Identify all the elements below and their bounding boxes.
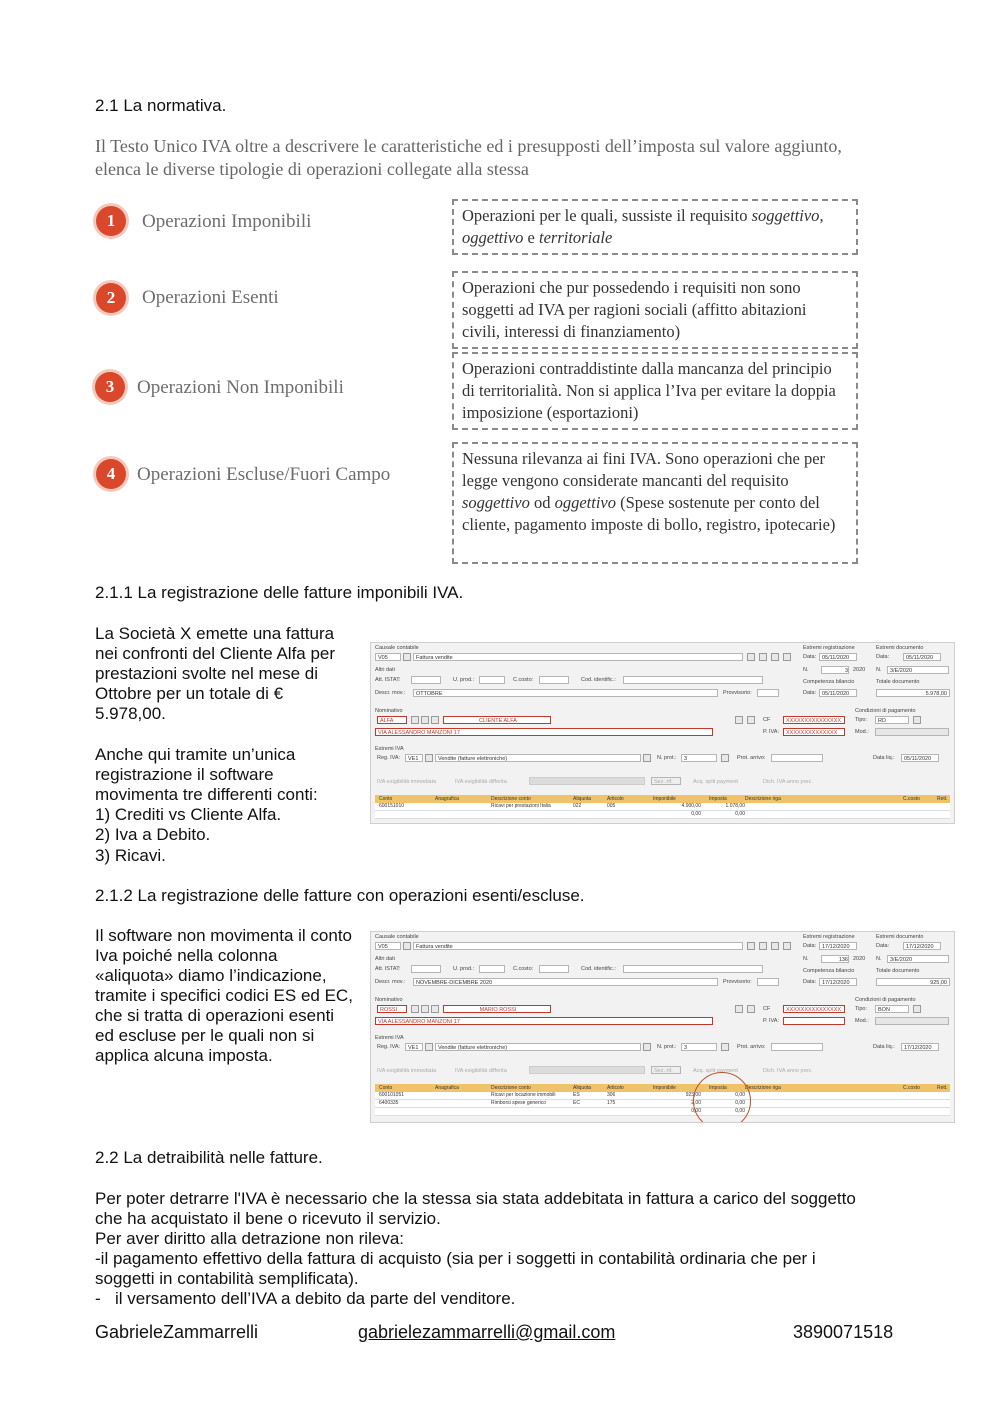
- c-costo-label: C.costo:: [513, 966, 534, 972]
- comp-date-field[interactable]: 05/11/2020: [819, 689, 857, 697]
- grid-header-cell: Aliquota: [573, 796, 592, 802]
- grid-header-cell: Imposta: [709, 1085, 727, 1091]
- cf-label: CF: [763, 1006, 771, 1012]
- c-costo-field[interactable]: [539, 965, 569, 973]
- desc-text: ,: [819, 206, 824, 225]
- reg-iva-label: Reg. IVA:: [377, 755, 401, 761]
- info-button[interactable]: [783, 942, 791, 950]
- grid-header-cell: Conto: [379, 1085, 393, 1091]
- grid-header-cell: Descrizione riga: [745, 796, 781, 802]
- cf-field[interactable]: XXXXXXXXXXXXXXX: [783, 716, 845, 724]
- data-liq-label: Data liq.:: [873, 1044, 895, 1050]
- desc-italic: soggettivo: [462, 493, 530, 512]
- option-radio[interactable]: IVA esigibilità differita: [455, 779, 507, 785]
- prot-arrivo-label: Prot. arrivo:: [737, 755, 766, 761]
- grid-header-cell: Descrizione conto: [491, 796, 531, 802]
- section-heading: 2.1.1 La registrazione delle fatture imponibili IVA.: [95, 583, 464, 602]
- prot-arrivo-label: Prot. arrivo:: [737, 1044, 766, 1050]
- cod-ident-label: Cod. identific.:: [581, 966, 616, 972]
- reg-iva-label: Reg. IVA:: [377, 1044, 401, 1050]
- software-screenshot: [370, 931, 955, 1123]
- reg-number-field[interactable]: 3: [821, 666, 849, 674]
- totale-doc-label: Totale documento: [876, 679, 920, 685]
- section-heading: 2.1.2 La registrazione delle fatture con operazioni esenti/escluse.: [95, 886, 585, 905]
- estremi-reg-label: Estremi registrazione: [803, 934, 855, 940]
- desc-italic: oggettivo: [554, 493, 616, 512]
- option-radio[interactable]: IVA esigibilità immediata: [377, 779, 437, 785]
- competenza-label: Competenza bilancio: [803, 968, 855, 974]
- competenza-label: Competenza bilancio: [803, 679, 855, 685]
- desc-text: (Spese sostenute per conto del cliente, pagamento imposte di bollo, registro, ipotecarie): [462, 493, 836, 534]
- cell-imposta: 1.078,00: [725, 803, 745, 809]
- lookup-button[interactable]: [913, 716, 921, 724]
- descr-mov-field[interactable]: NOVEMBRE-DICEMBRE 2020: [413, 978, 718, 986]
- estremi-reg-label: Estremi registrazione: [803, 645, 855, 651]
- estremi-iva-label: Estremi IVA: [375, 1035, 404, 1041]
- grid-header: [375, 1084, 950, 1092]
- grid-header-cell: Descrizione riga: [745, 1085, 781, 1091]
- comp-date-field[interactable]: 17/12/2020: [819, 978, 857, 986]
- cell-descrizione: Rimborsi spese generico: [491, 1100, 547, 1106]
- cell-imposta: 0,00: [735, 1100, 745, 1106]
- list-item: 3) Ricavi.: [95, 846, 166, 865]
- piva-field[interactable]: [783, 1017, 845, 1025]
- doc-number-field[interactable]: 3/E/2020: [887, 666, 949, 674]
- option-checkbox[interactable]: Dich. IVA anno prec.: [763, 1068, 813, 1074]
- causale-code-field[interactable]: V05: [375, 942, 401, 950]
- totale-doc-field[interactable]: 925,00: [876, 978, 950, 986]
- causale-label: Causale contabile: [375, 934, 419, 940]
- number-badge: 2: [96, 283, 126, 313]
- cell-conto: 600151010: [379, 803, 405, 809]
- u-prod-label: U. prod.:: [453, 677, 475, 683]
- table-row[interactable]: [375, 1100, 950, 1108]
- cell-imponibile: 4.900,00: [681, 803, 701, 809]
- section-heading: 2.1 La normativa.: [95, 96, 227, 115]
- highlight-circle: [693, 1072, 751, 1123]
- data-liq-label: Data liq.:: [873, 755, 895, 761]
- data-label: Data:: [876, 654, 890, 660]
- n-label: N.: [876, 956, 882, 962]
- cf-field[interactable]: XXXXXXXXXXXXXXX: [783, 1005, 845, 1013]
- causale-desc-field[interactable]: Fattura vendite: [413, 942, 743, 950]
- nominativo-label: Nominativo: [375, 997, 403, 1003]
- grid-header-cell: Articolo: [607, 796, 624, 802]
- table-row[interactable]: [375, 1108, 950, 1116]
- disabled-field: [529, 1066, 645, 1074]
- desc-text: od: [529, 493, 555, 512]
- lookup-button[interactable]: [425, 1043, 433, 1051]
- lookup-button[interactable]: [421, 1005, 429, 1013]
- cell-articolo: 175: [607, 1100, 616, 1106]
- reg-iva-desc-field[interactable]: Vendite (fatture elettroniche): [435, 754, 641, 762]
- causale-desc-field[interactable]: Fattura vendite: [413, 653, 743, 661]
- nav-button[interactable]: [747, 942, 755, 950]
- att-istat-label: Att. ISTAT:: [375, 677, 401, 683]
- mod-select[interactable]: [875, 728, 949, 736]
- descr-mov-field[interactable]: OTTOBRE: [413, 689, 718, 697]
- address-field[interactable]: VIA ALESSANDRO MANZONI 17: [375, 728, 713, 736]
- doc-date-field[interactable]: 17/12/2020: [903, 942, 941, 950]
- edit-button[interactable]: [759, 653, 767, 661]
- grid-header-cell: Imposta: [709, 796, 727, 802]
- paragraph: Il software non movimenta il conto Iva poiché nella colonna «aliquota» diamo l’indicazione, tramite i specifici codici ES ed EC, che si tratta di operazioni esenti ed escluse per le quali non si applica alcuna imposta.: [95, 926, 353, 1065]
- search-button[interactable]: [747, 716, 755, 724]
- nprot-field[interactable]: 3: [681, 754, 717, 762]
- grid-header-cell: Conto: [379, 796, 393, 802]
- section-heading: 2.2 La detraibilità nelle fatture.: [95, 1148, 323, 1167]
- lock-button[interactable]: [721, 1043, 729, 1051]
- nominativo-label: Nominativo: [375, 708, 403, 714]
- paragraph: La Società X emette una fattura nei confronti del Cliente Alfa per prestazioni svolte nel mese di Ottobre per un totale di € 5.978,00.: [95, 624, 336, 723]
- grid-header-cell: Descrizione conto: [491, 1085, 531, 1091]
- software-screenshot: [370, 642, 955, 824]
- totale-doc-label: Totale documento: [876, 968, 920, 974]
- table-row[interactable]: [375, 803, 950, 811]
- cell-descrizione: Ricavi per prestazioni Italia: [491, 803, 551, 809]
- tipo-field[interactable]: BON: [875, 1005, 909, 1013]
- operation-description: [452, 199, 858, 255]
- footer-phone: 3890071518: [793, 1322, 894, 1342]
- u-prod-label: U. prod.:: [453, 966, 475, 972]
- operation-description: [452, 442, 858, 564]
- folder-button[interactable]: [735, 1005, 743, 1013]
- operation-label: Operazioni Escluse/Fuori Campo: [137, 464, 391, 485]
- nav-button[interactable]: [643, 1043, 651, 1051]
- footer-email-link[interactable]: gabrielezammarrelli@gmail.com: [358, 1322, 616, 1342]
- reg-iva-desc-field[interactable]: Vendite (fatture elettroniche): [435, 1043, 641, 1051]
- disabled-field: [529, 777, 645, 785]
- cod-ident-label: Cod. identific.:: [581, 677, 616, 683]
- desc-text: Operazioni per le quali, sussiste il requisito: [462, 206, 752, 225]
- reg-year: 2020: [853, 956, 866, 962]
- reg-date-field[interactable]: 05/11/2020: [819, 653, 857, 661]
- mod-select[interactable]: [875, 1017, 949, 1025]
- option-radio[interactable]: IVA esigibilità differita: [455, 1068, 507, 1074]
- list-item: 1) Crediti vs Cliente Alfa.: [95, 805, 282, 824]
- cell-imponibile: 0,00: [691, 1108, 701, 1114]
- info-button[interactable]: [783, 653, 791, 661]
- cf-label: CF: [763, 717, 771, 723]
- option-checkbox[interactable]: Dich. IVA anno prec.: [763, 779, 813, 785]
- doc-number-field[interactable]: 3/E/2020: [887, 955, 949, 963]
- provvisorio-label: Provvisorio:: [723, 690, 752, 696]
- u-prod-field[interactable]: [479, 676, 505, 684]
- grid-header-cell: Aliquota: [573, 1085, 592, 1091]
- attach-button[interactable]: [771, 653, 779, 661]
- operation-label: Operazioni Imponibili: [142, 211, 312, 232]
- grid-header: [375, 795, 950, 803]
- operation-description: Operazioni contraddistinte dalla mancanza del principio di territorialità. Non si applica l’Iva per evitare la doppia imposizione (esportazioni): [452, 352, 858, 430]
- cell-conto: 600101051: [379, 1092, 405, 1098]
- lookup-button[interactable]: [913, 1005, 921, 1013]
- lookup-button[interactable]: [411, 1005, 419, 1013]
- paragraph: Per aver diritto alla detrazione non rileva:: [95, 1229, 404, 1248]
- option-checkbox[interactable]: Acq. split payment: [693, 1068, 738, 1074]
- estremi-doc-label: Estremi documento: [876, 934, 924, 940]
- grid-header-cell: Anagrafica: [435, 796, 459, 802]
- att-istat-label: Att. ISTAT:: [375, 966, 401, 972]
- grid-header-cell: Rett.: [937, 1085, 948, 1091]
- desc-italic: territoriale: [538, 228, 613, 247]
- tipo-field[interactable]: RD: [875, 716, 909, 724]
- paragraph: -il pagamento effettivo della fattura di acquisto (sia per i soggetti in contabilità ordinaria che per i soggetti in contabilità semplificata).: [95, 1249, 816, 1288]
- tipo-label: Tipo:: [855, 717, 868, 723]
- table-row[interactable]: [375, 811, 950, 819]
- cell-imposta: 0,00: [735, 1108, 745, 1114]
- dash-bullet: -: [95, 1289, 101, 1308]
- lookup-button[interactable]: [421, 716, 429, 724]
- number-badge: 3: [95, 372, 125, 402]
- c-costo-field[interactable]: [539, 676, 569, 684]
- cell-aliquota: EC: [573, 1100, 580, 1106]
- intro-paragraph: Il Testo Unico IVA oltre a descrivere le caratteristiche ed i presupposti dell’imposta sul valore aggiunto, elenca le diverse tipologie di operazioni collegate alla stessa: [95, 136, 842, 179]
- cell-imponibile: 0,00: [691, 811, 701, 817]
- mod-label: Mod.:: [855, 729, 869, 735]
- estremi-iva-label: Estremi IVA: [375, 746, 404, 752]
- data-liq-field[interactable]: 05/11/2020: [901, 754, 939, 762]
- data-label: Data:: [876, 943, 890, 949]
- option-radio[interactable]: IVA esigibilità immediata: [377, 1068, 437, 1074]
- nav-button[interactable]: [643, 754, 651, 762]
- search-button[interactable]: [747, 1005, 755, 1013]
- estremi-doc-label: Estremi documento: [876, 645, 924, 651]
- cell-conto: 6400335: [379, 1100, 399, 1106]
- causale-label: Causale contabile: [375, 645, 419, 651]
- data-label: Data:: [803, 979, 817, 985]
- customer-name-field[interactable]: CLIENTE ALFA: [443, 716, 551, 724]
- grid-header-cell: Imponibile: [653, 1085, 676, 1091]
- grid-header-cell: Articolo: [607, 1085, 624, 1091]
- folder-button[interactable]: [735, 716, 743, 724]
- data-label: Data:: [803, 943, 817, 949]
- grid-header-cell: Rett.: [937, 796, 948, 802]
- provvisorio-label: Provvisorio:: [723, 979, 752, 985]
- nprot-label: N. prot.:: [657, 1044, 677, 1050]
- paragraph: il versamento dell’IVA a debito da parte del venditore.: [115, 1289, 516, 1308]
- grid-header-cell: Anagrafica: [435, 1085, 459, 1091]
- number-badge: 1: [96, 206, 126, 236]
- lookup-button[interactable]: [425, 754, 433, 762]
- nprot-field[interactable]: 3: [681, 1043, 717, 1051]
- piva-label: P. IVA:: [763, 1018, 780, 1024]
- lookup-button[interactable]: [403, 942, 411, 950]
- n-label: N.: [876, 667, 882, 673]
- n-label: N.: [803, 667, 809, 673]
- provvisorio-field[interactable]: [757, 689, 779, 697]
- edit-button[interactable]: [759, 942, 767, 950]
- data-label: Data:: [803, 654, 817, 660]
- prot-arrivo-field[interactable]: [771, 754, 823, 762]
- piva-field[interactable]: XXXXXXXXXXXXXX: [783, 728, 845, 736]
- desc-italic: soggettivo: [751, 206, 820, 225]
- customer-code-field[interactable]: ALFA: [377, 716, 407, 724]
- data-liq-field[interactable]: 17/12/2020: [901, 1043, 939, 1051]
- reg-iva-code-field[interactable]: VE1: [405, 754, 423, 762]
- list-item: 2) Iva a Debito.: [95, 825, 211, 844]
- cod-ident-field[interactable]: [623, 676, 763, 684]
- attach-button[interactable]: [771, 942, 779, 950]
- tipo-label: Tipo:: [855, 1006, 868, 1012]
- cell-articolo: 005: [607, 803, 616, 809]
- reg-iva-code-field[interactable]: VE1: [405, 1043, 423, 1051]
- cell-aliquota: 022: [573, 803, 582, 809]
- piva-label: P. IVA:: [763, 729, 780, 735]
- cell-descrizione: Ricavi per locazione immobili: [491, 1092, 556, 1098]
- lookup-button[interactable]: [431, 1005, 439, 1013]
- lookup-button[interactable]: [431, 716, 439, 724]
- provvisorio-field[interactable]: [757, 978, 779, 986]
- footer-name: GabrieleZammarrelli: [95, 1322, 259, 1342]
- desc-text: Nessuna rilevanza ai fini IVA. Sono operazioni che per legge vengono considerate mancanti del requisito: [462, 449, 826, 490]
- lookup-button[interactable]: [411, 716, 419, 724]
- mod-label: Mod.:: [855, 1018, 869, 1024]
- paragraph: Per poter detrarre l'IVA è necessario che la stessa sia stata addebitata in fattura a carico del soggetto che ha acquistato il bene o ricevuto il servizio.: [95, 1189, 856, 1228]
- reg-date-field[interactable]: 17/12/2020: [819, 942, 857, 950]
- reg-number-field[interactable]: 136: [821, 955, 849, 963]
- paragraph: Anche qui tramite un’unica registrazione il software movimenta tre differenti conti:: [95, 745, 318, 804]
- nprot-label: N. prot.:: [657, 755, 677, 761]
- causale-code-field[interactable]: V05: [375, 653, 401, 661]
- cod-ident-field[interactable]: [623, 965, 763, 973]
- cell-imponibile: 923,00: [685, 1092, 701, 1098]
- altri-dati-label: Altri dati: [375, 667, 395, 673]
- cell-aliquota: ES: [573, 1092, 580, 1098]
- operation-label: Operazioni Non Imponibili: [137, 377, 344, 398]
- grid-header-cell: Imponibile: [653, 796, 676, 802]
- descr-mov-label: Descr. mov.:: [375, 690, 406, 696]
- sez-rif-button[interactable]: Sez. rif.: [651, 777, 681, 785]
- customer-code-field[interactable]: ROSSI: [377, 1005, 407, 1013]
- altri-dati-label: Altri dati: [375, 956, 395, 962]
- number-badge: 4: [96, 459, 126, 489]
- data-label: Data:: [803, 690, 817, 696]
- desc-italic: oggettivo: [462, 228, 524, 247]
- grid-header-cell: C.costo: [903, 1085, 920, 1091]
- customer-name-field[interactable]: MARIO ROSSI: [443, 1005, 551, 1013]
- desc-text: e: [523, 228, 539, 247]
- cond-pag-label: Condizioni di pagamento: [855, 997, 916, 1003]
- sez-rif-button[interactable]: Sez. rif.: [651, 1066, 681, 1074]
- operation-label: Operazioni Esenti: [142, 287, 279, 308]
- cell-imponibile: 2,00: [691, 1100, 701, 1106]
- operation-description: Operazioni che pur possedendo i requisiti non sono soggetti ad IVA per ragioni sociali (affitto abitazioni civili, interessi di finanziamento): [452, 271, 858, 349]
- option-checkbox[interactable]: Acq. split payment: [693, 779, 738, 785]
- n-label: N.: [803, 956, 809, 962]
- att-istat-field[interactable]: [411, 676, 441, 684]
- lock-button[interactable]: [721, 754, 729, 762]
- doc-date-field[interactable]: 05/11/2020: [903, 653, 941, 661]
- cell-imposta: 0,00: [735, 811, 745, 817]
- cell-articolo: 306: [607, 1092, 616, 1098]
- table-row[interactable]: [375, 1092, 950, 1100]
- nav-button[interactable]: [747, 653, 755, 661]
- address-field[interactable]: VIA ALESSANDRO MANZONI 17: [375, 1017, 713, 1025]
- lookup-button[interactable]: [403, 653, 411, 661]
- cond-pag-label: Condizioni di pagamento: [855, 708, 916, 714]
- c-costo-label: C.costo:: [513, 677, 534, 683]
- reg-year: 2020: [853, 667, 866, 673]
- u-prod-field[interactable]: [479, 965, 505, 973]
- grid-header-cell: C.costo: [903, 796, 920, 802]
- descr-mov-label: Descr. mov.:: [375, 979, 406, 985]
- att-istat-field[interactable]: [411, 965, 441, 973]
- cell-imposta: 0,00: [735, 1092, 745, 1098]
- prot-arrivo-field[interactable]: [771, 1043, 823, 1051]
- totale-doc-field[interactable]: 5.978,00: [876, 689, 950, 697]
